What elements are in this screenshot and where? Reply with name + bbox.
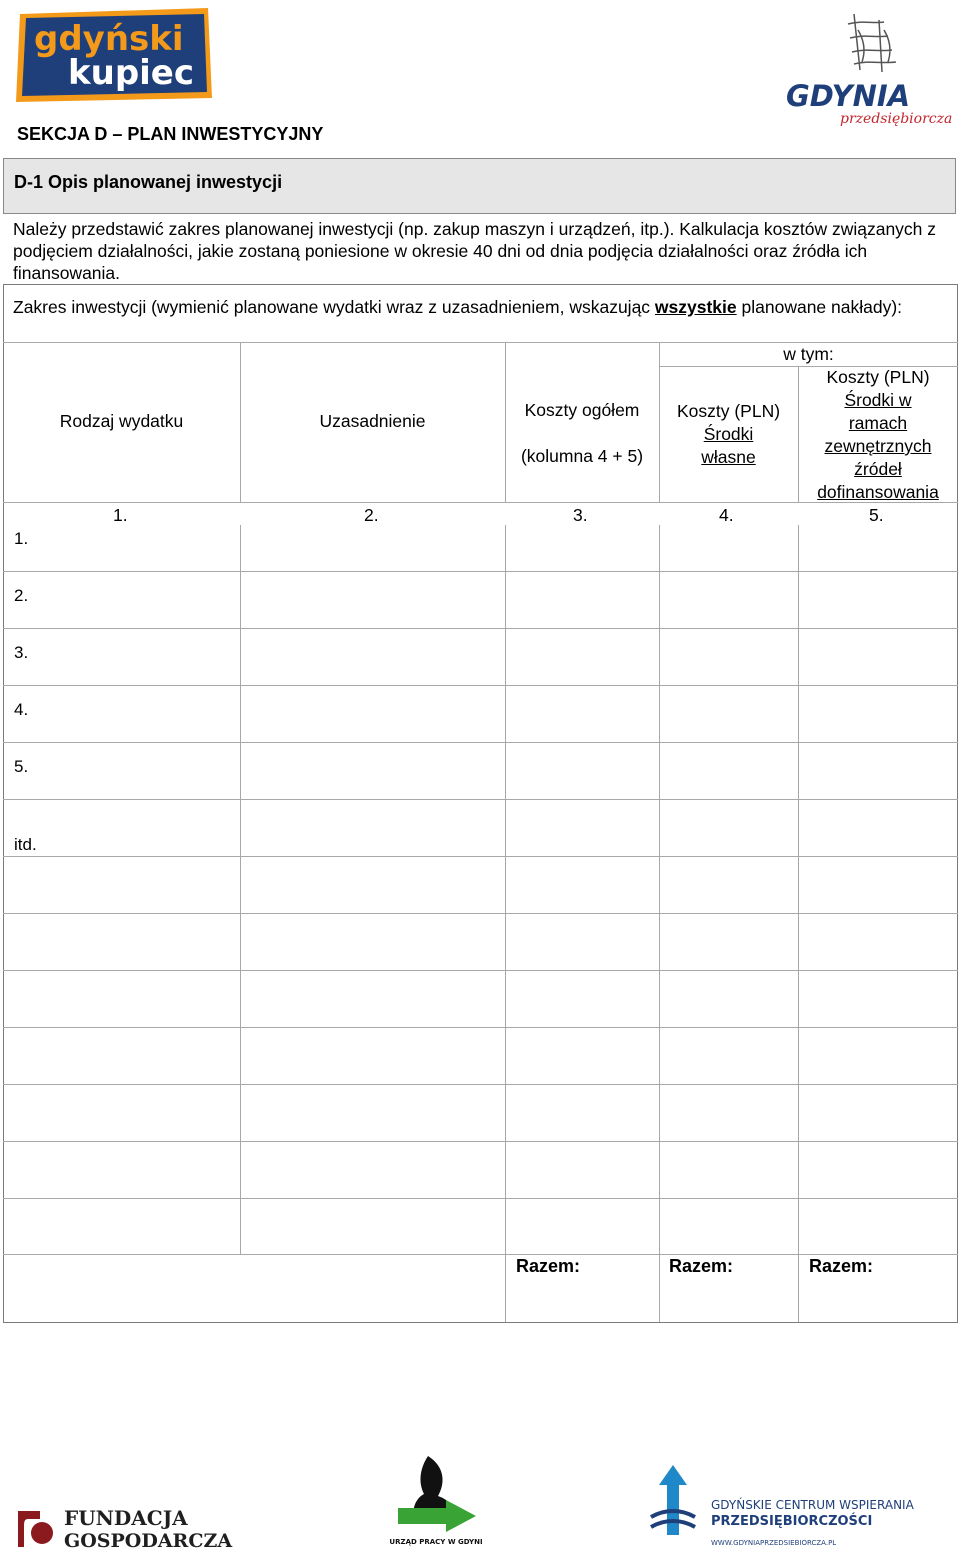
zewn-line3: ramach (848, 413, 908, 433)
intro-text: Należy przedstawić zakres planowanej inwestycji (np. zakup maszyn i urządzeń, itp.). Kalkulacja kosztów związanych z podjęciem działalności, jakie zostaną poniesione w okresie 40 dni od dnia podjęcia działalności oraz źródła ich finansowania. (13, 219, 937, 283)
d1-title: D-1 Opis planowanej inwestycji (14, 172, 283, 192)
row-label: 5. (14, 757, 29, 776)
col-header-uzasadnienie: Uzasadnienie (319, 411, 426, 431)
col-header-koszty-ogolem: Koszty ogółem (524, 400, 640, 420)
zewn-line2: Środki w (844, 390, 912, 410)
column-number: 2. (364, 505, 379, 525)
gcwp-line1: GDYŃSKIE CENTRUM WSPIERANIA (711, 1498, 914, 1512)
row-label: 2. (14, 586, 29, 605)
column-number: 1. (113, 505, 128, 525)
wlasne-line2: Środki (703, 424, 754, 444)
section-title: SEKCJA D – PLAN INWESTYCYJNY (17, 124, 324, 144)
gcwp-line2: PRZEDSIĘBIORCZOŚCI (711, 1514, 873, 1529)
total-label-ogolem: Razem: (516, 1256, 581, 1276)
fundacja-line1: FUNDACJA (64, 1506, 188, 1530)
scope-text-end: planowane nakłady): (736, 297, 903, 317)
logo-line2: kupiec (68, 53, 195, 93)
zewn-line1: Koszty (PLN) (826, 367, 930, 387)
gdynski-kupiec-logo (16, 6, 213, 104)
row-label: 1. (14, 529, 29, 548)
urzad-label: URZĄD PRACY W GDYNI (389, 1538, 483, 1546)
total-label-zewnetrzne: Razem: (809, 1256, 874, 1276)
gdynia-brand: GDYNIA (786, 79, 911, 113)
gdynia-logo (784, 10, 953, 128)
logo-line1: gdyński (34, 19, 184, 59)
scope-text-start: Zakres inwestycji (wymienić planowane wydatki wraz z uzasadnieniem, wskazując (13, 297, 655, 317)
wlasne-line3: własne (701, 447, 756, 467)
col-header-koszty-ogolem-note: (kolumna 4 + 5) (520, 446, 644, 466)
fundacja-gospodarcza-logo (14, 1503, 239, 1551)
row-label: 3. (14, 643, 29, 662)
d1-header-box (3, 158, 956, 214)
row-label: 4. (14, 700, 29, 719)
row-label: itd. (14, 835, 37, 854)
column-number: 3. (573, 505, 588, 525)
total-label-wlasne: Razem: (669, 1256, 734, 1276)
col-header-srodki-wlasne (659, 400, 798, 469)
zewn-line4: zewnętrznych (824, 436, 932, 456)
column-number: 5. (869, 505, 884, 525)
col-header-w-tym: w tym: (783, 344, 834, 364)
scope-text-emphasis: wszystkie (654, 297, 737, 317)
scope-text (13, 296, 943, 319)
gcwp-logo (645, 1465, 935, 1549)
gcwp-url: WWW.GDYNIAPRZEDSIEBIORCZA.PL (711, 1539, 837, 1547)
urzad-pracy-logo (388, 1452, 484, 1548)
zewn-line6: dofinansowania (817, 482, 939, 502)
wlasne-line1: Koszty (PLN) (676, 401, 781, 421)
column-number: 4. (719, 505, 734, 525)
zewn-line5: źródeł (854, 459, 902, 479)
gdynia-sub: przedsiębiorcza (840, 111, 953, 127)
col-header-srodki-zewnetrzne (798, 366, 958, 504)
fundacja-line2: GOSPODARCZA (64, 1530, 233, 1552)
col-header-rodzaj: Rodzaj wydatku (59, 411, 184, 431)
